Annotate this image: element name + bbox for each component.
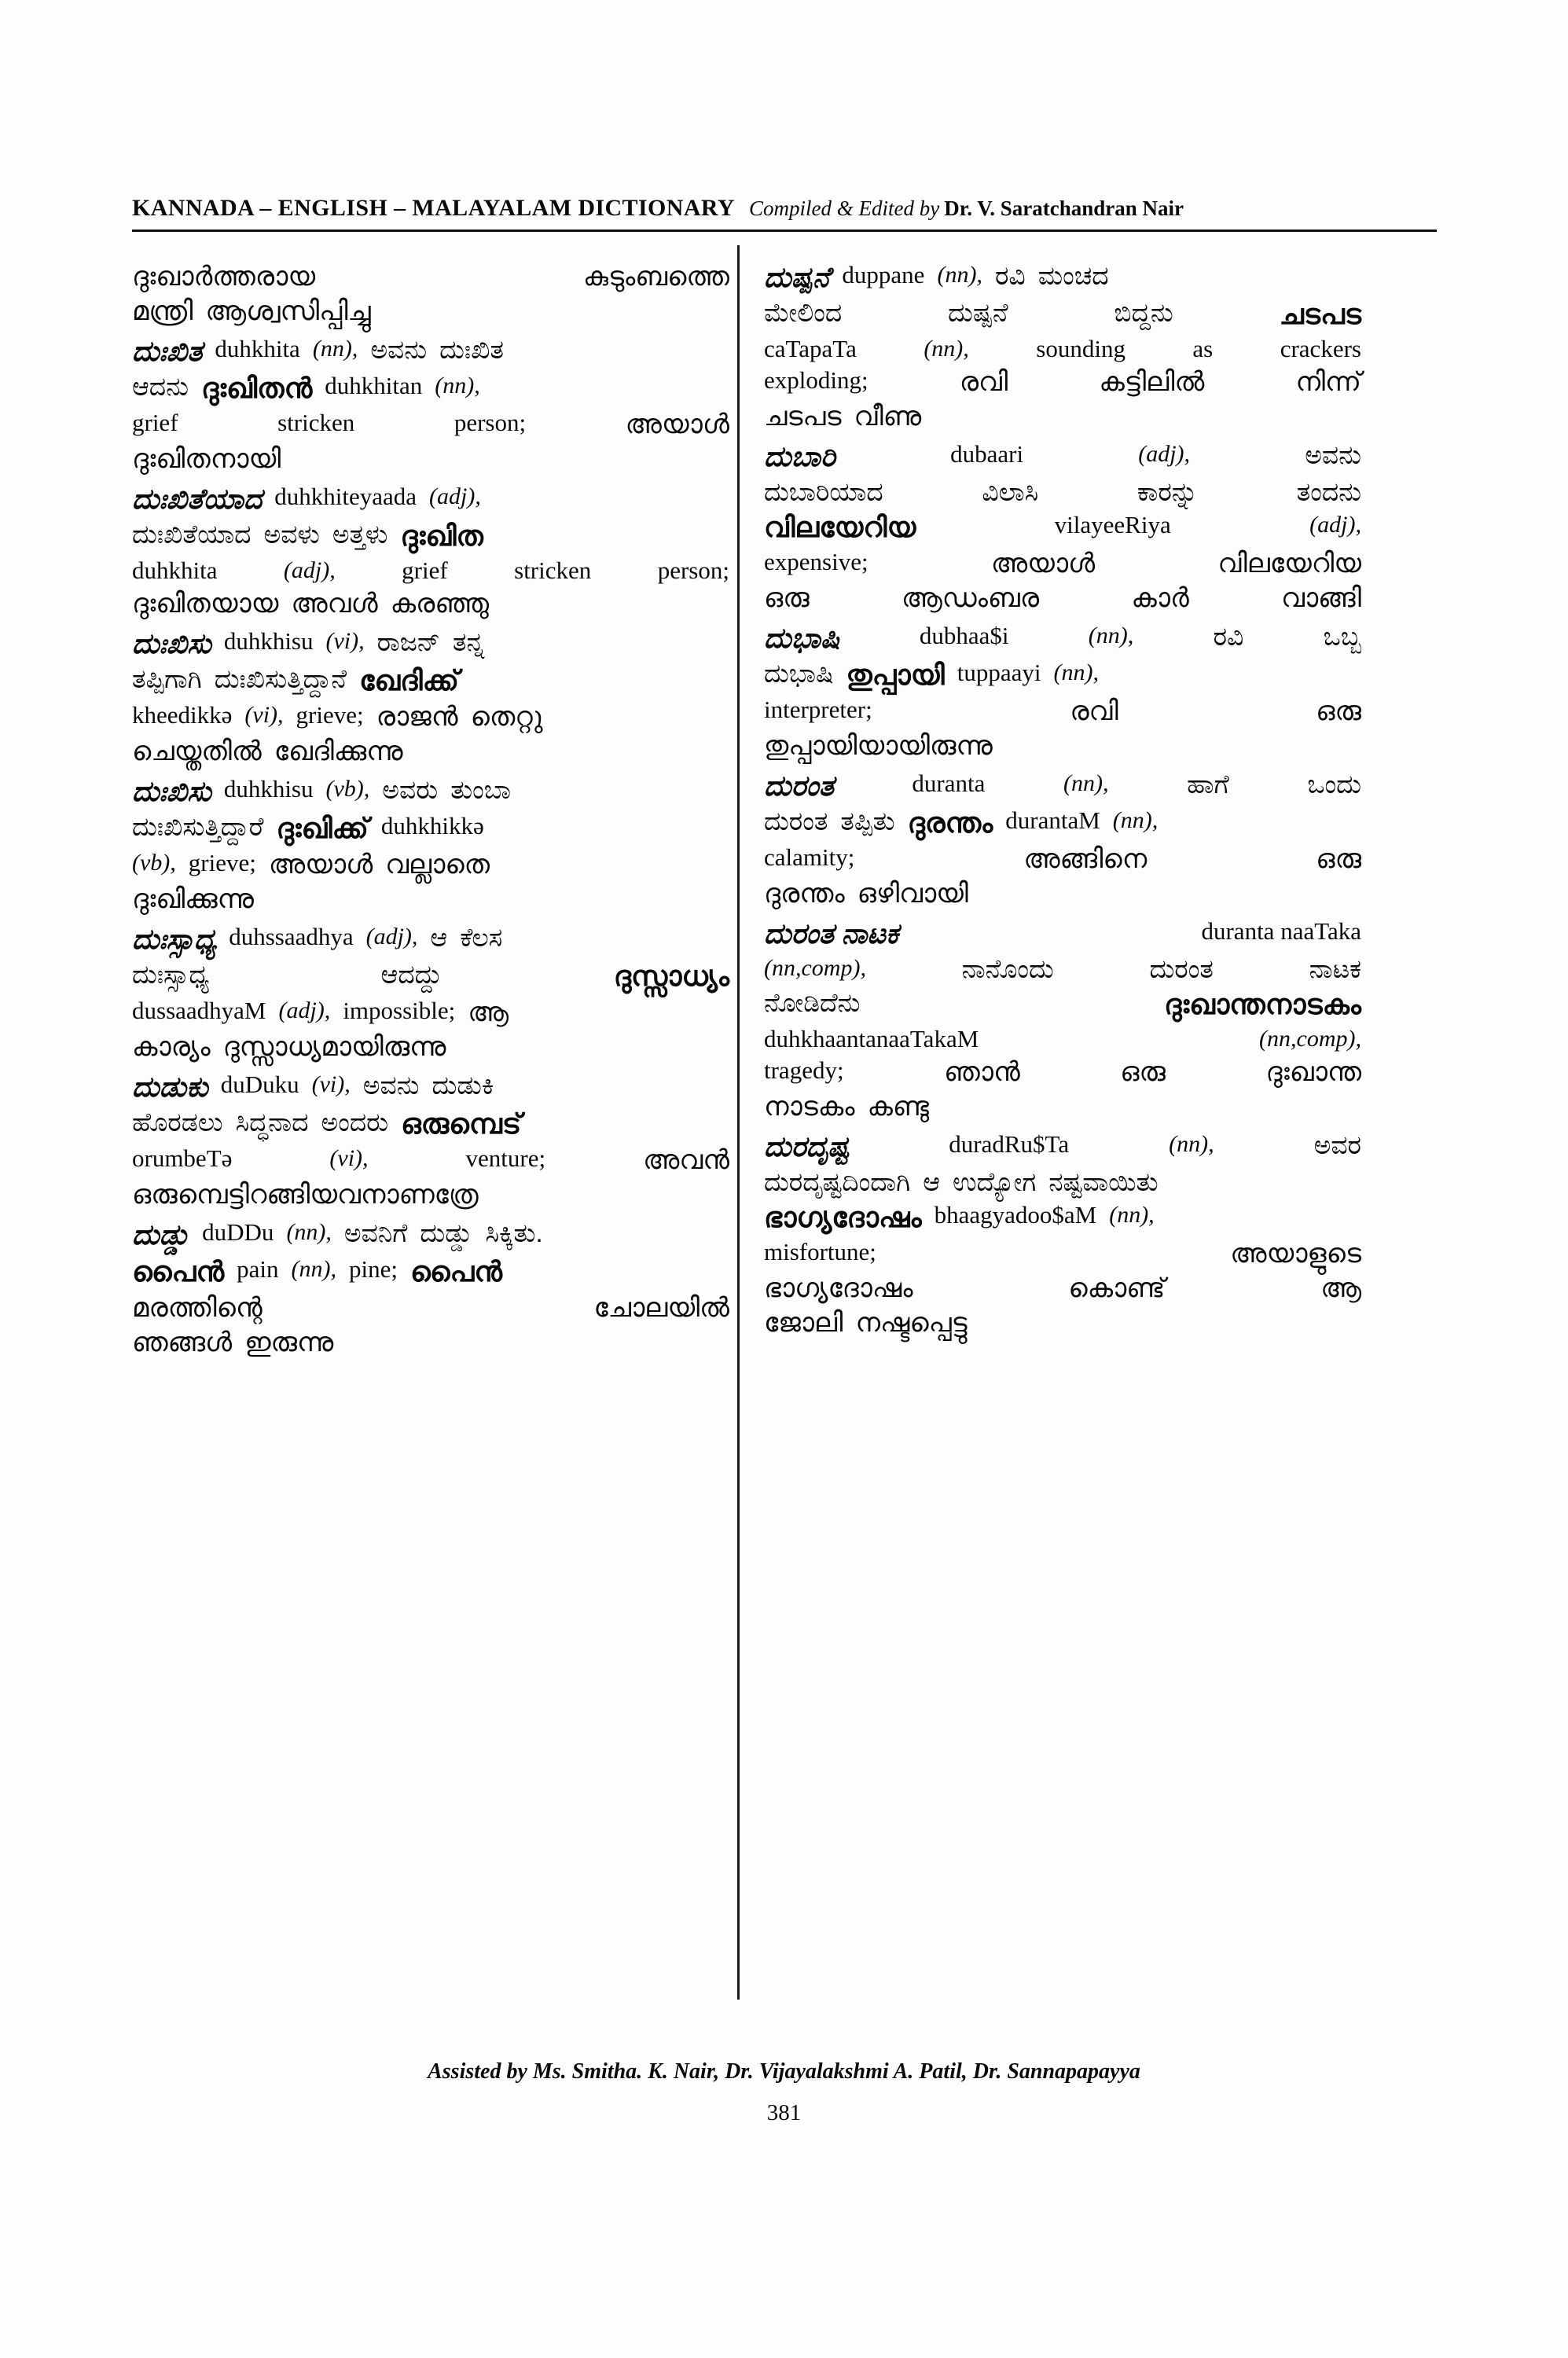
malayalam-equivalent: പൈൻ xyxy=(132,1255,225,1288)
kannada-example: ನಾಟಕ xyxy=(1309,953,1361,983)
part-of-speech: (nn), xyxy=(286,1219,332,1246)
dictionary-title: KANNADA – ENGLISH – MALAYALAM DICTIONARY xyxy=(132,195,735,221)
malayalam-example: ആ xyxy=(1320,1273,1361,1303)
transliteration: caTapaTa xyxy=(764,334,857,362)
malayalam-example: കട്ടിലിൽ xyxy=(1099,366,1205,397)
kannada-example: ಒಬ್ಬ xyxy=(1323,622,1361,652)
part-of-speech: (nn,comp), xyxy=(1259,1025,1361,1052)
dictionary-entry xyxy=(132,1217,729,1360)
malayalam-equivalent: ദുഃഖിതൻ xyxy=(200,372,313,405)
transliteration: duradRu$Ta xyxy=(949,1130,1070,1159)
english-gloss: grieve; xyxy=(188,848,256,876)
kannada-example: ದುಃಖಿಸುತ್ತಿದ್ದಾನೆ xyxy=(214,664,347,694)
malayalam-equivalent: ഖേദിക്ക് xyxy=(359,664,459,697)
english-gloss: grief xyxy=(402,556,448,584)
dictionary-entry xyxy=(764,916,1361,1124)
transliteration: tuppaayi xyxy=(957,658,1041,686)
transliteration: duppane xyxy=(842,261,925,288)
header-divider xyxy=(132,230,1437,232)
page-number: 381 xyxy=(766,2100,802,2125)
kannada-example: ಆ xyxy=(430,923,448,953)
headword: ದುರಂತ xyxy=(764,769,834,803)
malayalam-example: വല്ലാതെ xyxy=(385,849,490,880)
transliteration: duhkhaantanaaTakaM xyxy=(764,1024,979,1052)
malayalam-example: അയാൾ xyxy=(268,849,373,880)
part-of-speech: (nn), xyxy=(1088,623,1134,649)
malayalam-example: കരഞ്ഞു xyxy=(390,589,490,619)
english-gloss: misfortune; xyxy=(764,1237,876,1265)
kannada-example: ಆ xyxy=(923,1167,941,1197)
transliteration: orumbeTə xyxy=(132,1144,233,1172)
english-gloss: grief xyxy=(132,408,178,436)
english-gloss: exploding; xyxy=(764,365,868,394)
dictionary-entry xyxy=(764,620,1361,763)
transliteration: duranta xyxy=(912,769,986,798)
part-of-speech: (nn), xyxy=(435,373,480,399)
transliteration: durantaM xyxy=(1005,806,1100,834)
part-of-speech: (adj), xyxy=(283,556,336,583)
part-of-speech: (nn,comp), xyxy=(764,954,866,981)
english-gloss: calamity; xyxy=(764,843,855,871)
compiled-by-label: Compiled & Edited by xyxy=(748,196,940,220)
part-of-speech: (nn), xyxy=(1053,659,1099,685)
malayalam-equivalent: ഒരുമ്പെട് xyxy=(401,1107,522,1140)
dictionary-entry xyxy=(764,1129,1361,1340)
kannada-example: ತಪ್ಪಿತು xyxy=(840,806,895,836)
right-column xyxy=(764,259,1361,1345)
assisted-by-credit: Assisted by Ms. Smitha. K. Nair, Dr. Vijayalakshmi A. Patil, Dr. Sannapapayya xyxy=(428,2059,1140,2084)
dictionary-entry xyxy=(132,481,729,621)
malayalam-equivalent: ചടപട xyxy=(1279,297,1361,330)
malayalam-equivalent: ഭാഗ്യദോഷം xyxy=(764,1200,922,1233)
malayalam-example: ഭാഗ്യദോഷം xyxy=(764,1273,913,1303)
part-of-speech: (nn), xyxy=(1109,1201,1155,1228)
left-column xyxy=(132,259,729,1364)
malayalam-example: ദുസ്സാധ്യമായിരുന്നു xyxy=(222,1032,446,1063)
malayalam-example: അയാളുടെ xyxy=(1230,1238,1361,1269)
headword: ದುರಂತ ನಾಟಕ xyxy=(764,917,899,950)
headword: ದುಡ್ಡು xyxy=(132,1218,190,1251)
kannada-example: ನಷ್ಟವಾಯಿತು xyxy=(1048,1167,1159,1197)
transliteration: duhssaadhya xyxy=(229,923,354,951)
transliteration: duhkhikkə xyxy=(380,812,484,840)
part-of-speech: (vi), xyxy=(244,702,284,729)
transliteration: duhkhita xyxy=(215,335,300,363)
malayalam-example: ഒരു xyxy=(764,582,810,613)
headword: ದುರದೃಷ್ಟ xyxy=(764,1130,850,1163)
part-of-speech: (vb), xyxy=(325,776,370,803)
malayalam-example: തുപ്പായിയായിരുന്നു xyxy=(764,730,993,761)
transliteration: duDDu xyxy=(202,1218,274,1247)
malayalam-example: വിലയേറിയ xyxy=(1217,548,1361,578)
kannada-example: ಅವನಿಗೆ xyxy=(343,1218,408,1248)
malayalam-equivalent: ദുഃഖാന്തനാടകം xyxy=(1164,987,1361,1020)
part-of-speech: (nn), xyxy=(291,1256,336,1283)
malayalam-example: മരത്തിന്റെ xyxy=(132,1292,263,1323)
malayalam-example: രവി xyxy=(1070,696,1118,726)
running-head xyxy=(132,195,1437,222)
malayalam-example: ഖേദിക്കുന്നു xyxy=(274,736,403,767)
transliteration: kheedikkə xyxy=(132,701,233,729)
kannada-example: ದುರಂತ xyxy=(764,806,828,836)
part-of-speech: (nn), xyxy=(937,262,982,288)
malayalam-example: തെറ്റു xyxy=(470,702,543,733)
english-gloss: tragedy; xyxy=(764,1056,844,1084)
kannada-example: ವಿಲಾಸಿ xyxy=(982,477,1039,507)
continued-text: കുടുംബത്തെ xyxy=(583,262,729,292)
malayalam-example: അവൾ xyxy=(291,589,378,619)
kannada-example: ದುರದೃಷ್ಟದಿಂದಾಗಿ xyxy=(764,1167,911,1197)
part-of-speech: (vb), xyxy=(132,849,176,876)
transliteration: duhkhisu xyxy=(223,627,314,656)
kannada-example: ಕೆಲಸ xyxy=(460,923,503,953)
malayalam-example: ഒരു xyxy=(1316,696,1361,726)
kannada-example: ನಾನೊಂದು xyxy=(961,953,1054,983)
malayalam-example: കാർ xyxy=(1131,582,1189,613)
english-gloss: person; xyxy=(454,408,527,436)
english-gloss: sounding xyxy=(1036,334,1126,362)
kannada-example: ಅವನು xyxy=(370,335,428,365)
transliteration: dussaadhyaM xyxy=(132,996,266,1024)
kannada-example: ನೋಡಿದೆನು xyxy=(764,987,861,1017)
dictionary-entry xyxy=(132,921,729,1064)
dictionary-entry xyxy=(132,1069,729,1212)
headword: ದುಭಾಷಿ xyxy=(764,622,840,655)
continued-text: ദുഃഖാർത്തരായ xyxy=(132,262,316,292)
malayalam-example: ചെയ്തതിൽ xyxy=(132,736,262,767)
headword: ದುಃಖಿತೆಯಾದ xyxy=(132,483,263,516)
kannada-example: ಅವರು xyxy=(382,775,439,805)
kannada-example: ಅಂದರು xyxy=(321,1107,389,1137)
malayalam-example: അവൻ xyxy=(643,1144,729,1175)
dictionary-entry xyxy=(132,333,729,476)
part-of-speech: (nn), xyxy=(1112,806,1159,833)
malayalam-example: ആഡംബര xyxy=(901,582,1040,613)
english-gloss: crackers xyxy=(1280,334,1361,362)
kannada-example: ಮಂಚದ xyxy=(1037,261,1109,290)
malayalam-example: ഞാൻ xyxy=(944,1056,1020,1087)
kannada-example: ಕಾರನ್ನು xyxy=(1137,477,1199,507)
malayalam-example: രവി xyxy=(959,366,1008,397)
transliteration: duhkhiteyaada xyxy=(274,483,417,511)
transliteration: duDuku xyxy=(220,1071,299,1099)
english-gloss: as xyxy=(1192,334,1214,362)
malayalam-example: അയാൾ xyxy=(990,548,1096,578)
malayalam-example: ഒഴിവായി xyxy=(857,878,968,909)
malayalam-example: അയാൾ xyxy=(625,409,729,439)
part-of-speech: (nn), xyxy=(1063,770,1109,797)
kannada-example: ರವಿ xyxy=(994,261,1026,290)
kannada-example: ಉದ್ಯೋಗ xyxy=(953,1167,1037,1197)
dictionary-entry xyxy=(764,439,1361,615)
kannada-example: ಒಂದು xyxy=(1307,769,1361,799)
transliteration: duhkhita xyxy=(132,556,218,584)
kannada-example: ರವಿ xyxy=(1213,622,1244,652)
kannada-example: ಸಿದ್ಧನಾದ xyxy=(235,1107,309,1137)
kannada-example: ದುಷ್ಪನೆ xyxy=(948,297,1008,327)
english-gloss: stricken xyxy=(514,556,592,584)
kannada-example: ದುಡ್ಡು xyxy=(420,1218,473,1248)
malayalam-example: ദുഃഖിതയായ xyxy=(132,589,279,619)
english-gloss: expensive; xyxy=(764,547,868,575)
transliteration: duranta naaTaka xyxy=(1201,917,1361,946)
malayalam-example: ആ xyxy=(468,997,509,1027)
english-gloss: stricken xyxy=(277,408,355,436)
malayalam-example: കണ്ടു xyxy=(867,1092,929,1122)
malayalam-equivalent: വിലയേറിയ xyxy=(764,510,916,543)
part-of-speech: (vi), xyxy=(325,628,365,655)
kannada-example: ಆದನು xyxy=(132,372,189,402)
kannada-example: ರಾಜನ್ xyxy=(376,627,440,657)
malayalam-example: ഞങ്ങൾ xyxy=(132,1328,233,1358)
malayalam-example: ദുഃഖിതനായി xyxy=(132,444,281,475)
kannada-example: ದುಃಖಿಸುತ್ತಿದ್ದಾರೆ xyxy=(132,812,264,842)
headword: ದುಡುಕು xyxy=(132,1071,208,1104)
malayalam-example: നിന്ന് xyxy=(1295,366,1361,397)
transliteration: dubhaa$i xyxy=(919,622,1009,650)
kannada-example: ತಪ್ಪಿಗಾಗಿ xyxy=(132,664,202,694)
dictionary-entry xyxy=(132,626,729,769)
malayalam-equivalent: ദുസ്സാധ്യം xyxy=(613,960,729,993)
malayalam-example: രാജൻ xyxy=(376,702,458,733)
continued-entry xyxy=(132,259,729,329)
malayalam-example: കാര്യം xyxy=(132,1032,211,1063)
kannada-example: ಸಿಕ್ಕಿತು. xyxy=(485,1218,543,1248)
part-of-speech: (adj), xyxy=(365,924,418,950)
kannada-example: ಅತ್ತಳು xyxy=(332,520,388,549)
malayalam-example: നാടകം xyxy=(764,1092,855,1122)
part-of-speech: (adj), xyxy=(278,997,331,1023)
kannada-example: ದುಃಖಿತ xyxy=(439,335,504,365)
malayalam-example: ദുഃഖാന്ത xyxy=(1265,1056,1361,1087)
part-of-speech: (vi), xyxy=(329,1144,369,1171)
continued-text: ആശ്വസിപ്പിച്ചു xyxy=(205,296,371,327)
kannada-example: ಬಿದ್ದನು xyxy=(1114,297,1173,327)
malayalam-equivalent: ദുഃഖിത xyxy=(400,520,483,553)
kannada-example: ದುರಂತ xyxy=(1149,953,1214,983)
malayalam-example: നഷ്ടപ്പെട്ടു xyxy=(855,1308,968,1339)
kannada-example: ದುಡುಕಿ xyxy=(431,1071,494,1100)
malayalam-equivalent: ദുഃഖിക്ക് xyxy=(276,812,369,845)
english-gloss: venture; xyxy=(465,1144,546,1172)
malayalam-example: വീണു xyxy=(854,402,922,432)
column-divider xyxy=(737,245,740,2000)
malayalam-example: ദുഃഖിക്കുന്നു xyxy=(132,884,254,915)
english-gloss: grieve; xyxy=(296,701,364,729)
headword: ದುಃಖಿಸು xyxy=(132,775,211,808)
malayalam-example: ജോലി xyxy=(764,1308,843,1339)
part-of-speech: (adj), xyxy=(1309,511,1361,538)
english-gloss: impossible; xyxy=(343,996,456,1024)
malayalam-equivalent: തുപ്പായി xyxy=(846,658,945,691)
kannada-example: ದುಭಾಷಿ xyxy=(764,658,834,688)
malayalam-example: ദുരന്തം xyxy=(764,878,845,909)
headword: ದುಃಸ್ಸಾಧ್ಯ xyxy=(132,923,217,956)
editor-name: Dr. V. Saratchandran Nair xyxy=(944,196,1184,220)
kannada-example: ದುಃಸ್ಸಾಧ್ಯ xyxy=(132,960,210,990)
kannada-example: ಮೇಲಿಂದ xyxy=(764,297,843,327)
kannada-example: ಹೊರಡಲು xyxy=(132,1107,223,1137)
kannada-example: ಆದದ್ದು xyxy=(380,960,442,990)
part-of-speech: (nn), xyxy=(924,335,969,362)
kannada-example: ತುಂಬಾ xyxy=(450,775,511,805)
dictionary-entry xyxy=(764,259,1361,434)
headword: ದುಷ್ಪನೆ xyxy=(764,261,830,293)
transliteration: bhaagyadoo$aM xyxy=(934,1200,1097,1229)
kannada-example: ಅವಳು xyxy=(263,520,320,549)
english-gloss: pine; xyxy=(348,1255,398,1284)
kannada-example: ಅವನು xyxy=(1305,440,1361,470)
malayalam-example: ഒരു xyxy=(1120,1056,1166,1087)
transliteration: pain xyxy=(237,1255,279,1284)
dictionary-entry xyxy=(132,773,729,916)
kannada-example: ತನ್ನ xyxy=(452,627,485,657)
kannada-example: ದುಬಾರಿಯಾದ xyxy=(764,477,883,507)
kannada-example: ದುಃಖಿತೆಯಾದ xyxy=(132,520,252,549)
headword: ದುಃಖಿತ xyxy=(132,335,203,368)
part-of-speech: (nn), xyxy=(312,336,358,362)
malayalam-equivalent: ദുരന്തം xyxy=(907,806,993,839)
english-gloss: person; xyxy=(657,556,729,584)
kannada-example: ತಂದನು xyxy=(1296,477,1361,507)
transliteration: duhkhitan xyxy=(325,372,423,400)
part-of-speech: (adj), xyxy=(1138,441,1191,468)
malayalam-example: ഒരുമ്പെട്ടിറങ്ങിയവനാണത്രേ xyxy=(132,1180,479,1210)
dictionary-entry xyxy=(764,768,1361,911)
malayalam-example: അങ്ങിനെ xyxy=(1023,843,1148,874)
headword: ದುಬಾರಿ xyxy=(764,440,836,473)
transliteration: dubaari xyxy=(950,440,1024,468)
headword: ದುಃಖಿಸು xyxy=(132,627,211,660)
malayalam-example: കൊണ്ട് xyxy=(1068,1273,1166,1303)
malayalam-example: ഇരുന്നു xyxy=(244,1328,334,1358)
malayalam-example: വാങ്ങി xyxy=(1281,582,1361,613)
malayalam-example: പൈൻ xyxy=(409,1255,503,1288)
kannada-example: ಹಾಗೆ xyxy=(1187,769,1229,799)
malayalam-example: ചടപട xyxy=(764,402,842,432)
english-gloss: interpreter; xyxy=(764,695,872,723)
continued-text: മന്ത്രി xyxy=(132,296,193,327)
transliteration: duhkhisu xyxy=(223,775,314,803)
kannada-example: ಅವರ xyxy=(1313,1130,1361,1160)
part-of-speech: (adj), xyxy=(429,483,481,510)
transliteration: vilayeeRiya xyxy=(1054,510,1171,538)
part-of-speech: (nn), xyxy=(1169,1131,1214,1158)
malayalam-example: ചോലയിൽ xyxy=(593,1292,729,1323)
part-of-speech: (vi), xyxy=(311,1071,351,1098)
kannada-example: ಅವನು xyxy=(362,1071,420,1100)
malayalam-example: ഒരു xyxy=(1316,843,1361,874)
